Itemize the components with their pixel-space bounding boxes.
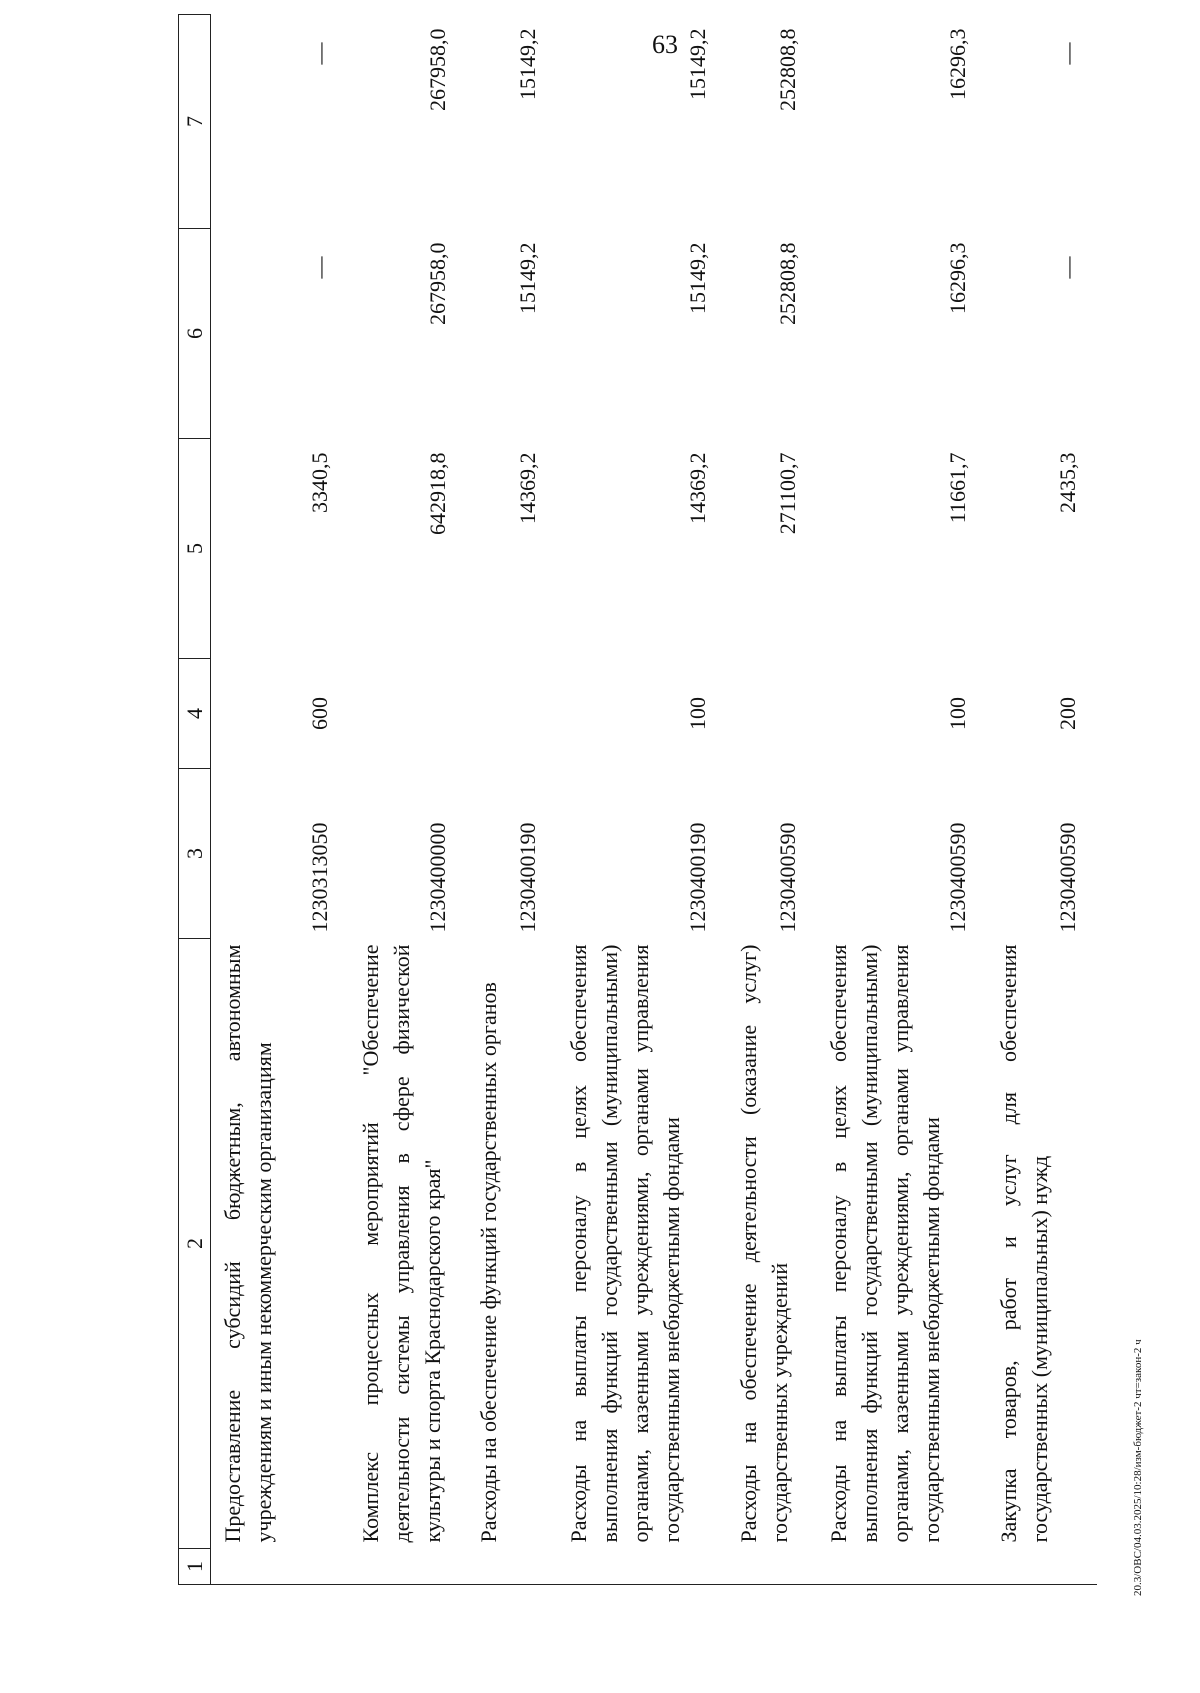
table-row	[817, 15, 987, 1585]
column-header-3: 3	[179, 769, 211, 939]
row-cell-code: 1230400590	[944, 822, 970, 933]
table-row	[987, 15, 1097, 1585]
table-row	[557, 15, 727, 1585]
table-row	[211, 15, 349, 1585]
row-cell-index	[349, 1549, 467, 1585]
header-row	[179, 15, 211, 1585]
row-cell-value-6: —	[1054, 256, 1080, 279]
table-row	[467, 15, 557, 1585]
row-cell-description	[349, 939, 467, 1549]
row-cell-index	[987, 1549, 1097, 1585]
row-cell-type	[727, 659, 817, 769]
description-text: Комплекс процессных мероприятий "Обеспечение деятельности системы управления в сфере физической культуры и спорта Краснодарского края"	[357, 944, 445, 1543]
row-cell-type	[349, 659, 467, 769]
row-cell-value-6: 16296,3	[944, 242, 970, 314]
row-cell-value-7: 15149,2	[684, 28, 710, 100]
row-cell-type	[467, 659, 557, 769]
column-header-4: 4	[179, 659, 211, 769]
table-row	[727, 15, 817, 1585]
row-cell-code: 1230400190	[684, 822, 710, 933]
row-cell-type: 100	[684, 697, 710, 730]
column-header-6: 6	[179, 229, 211, 439]
row-cell-description	[467, 939, 557, 1549]
description-text: Расходы на обеспечение функций государственных органов	[475, 982, 501, 1543]
description-text: Расходы на обеспечение деятельности (оказание услуг) государственных учреждений	[735, 944, 792, 1543]
description-text: Расходы на выплаты персоналу в целях обеспечения выполнения функций государственными (муниципальными) органами, казенными учреждениями, органами управления государственными внебюджетными фондами	[825, 944, 944, 1543]
row-cell-value-5: 14369,2	[684, 452, 710, 524]
row-cell-code: 1230400590	[1054, 822, 1080, 933]
row-cell-type: 600	[306, 697, 332, 730]
row-cell-value-7: 252808,8	[774, 28, 800, 111]
row-cell-value-6: 252808,8	[774, 242, 800, 325]
row-cell-code: 1230400190	[514, 822, 540, 933]
row-cell-index	[467, 1549, 557, 1585]
table-header	[179, 15, 211, 1585]
row-cell-index	[817, 1549, 987, 1585]
row-cell-value-6: 267958,0	[424, 242, 450, 325]
row-cell-type: 100	[944, 697, 970, 730]
description-text: Расходы на выплаты персоналу в целях обеспечения выполнения функций государственными (муниципальными) органами, казенными учреждениями, органами управления государственными внебюджетными фондами	[565, 944, 684, 1543]
description-text: Предоставление субсидий бюджетным, автономным учреждениям и иным некоммерческим организациям	[220, 944, 276, 1543]
column-header-7: 7	[179, 15, 211, 229]
row-cell-value-6: —	[306, 256, 332, 279]
budget-table-frame	[178, 15, 1108, 1585]
row-cell-index	[727, 1549, 817, 1585]
row-cell-value-6: 15149,2	[684, 242, 710, 314]
row-cell-value-5: 2435,3	[1054, 452, 1080, 513]
row-cell-description	[557, 939, 727, 1549]
row-cell-value-5: 14369,2	[514, 452, 540, 524]
column-header-5: 5	[179, 439, 211, 659]
row-cell-value-7: —	[1054, 42, 1080, 65]
row-cell-value-5: 11661,7	[944, 452, 970, 524]
row-cell-value-5: 3340,5	[306, 452, 332, 513]
row-cell-value-6: 15149,2	[514, 242, 540, 314]
row-cell-code: 1230313050	[306, 822, 332, 933]
row-cell-code: 1230400590	[774, 822, 800, 933]
row-cell-code: 1230400000	[424, 822, 450, 933]
row-cell-description	[211, 939, 349, 1549]
row-cell-index	[211, 1549, 349, 1585]
row-cell-description	[987, 939, 1097, 1549]
description-text: Закупка товаров, работ и услуг для обеспечения государственных (муниципальных) нужд	[995, 944, 1052, 1543]
row-cell-value-7: 15149,2	[514, 28, 540, 100]
page-number: 63	[652, 30, 678, 59]
budget-table	[178, 14, 1097, 1585]
column-header-1: 1	[179, 1549, 211, 1585]
table-body	[211, 15, 1097, 1585]
row-cell-value-7: —	[306, 42, 332, 65]
row-cell-type: 200	[1054, 697, 1080, 730]
row-cell-value-5: 642918,8	[424, 452, 450, 535]
row-cell-index	[557, 1549, 727, 1585]
table-row	[349, 15, 467, 1585]
document-footer-code: 20.3/ОВС/04.03.2025/10:28/изм-бюджет-2 чт=закон-2 ч	[1132, 1339, 1144, 1596]
row-cell-value-7: 16296,3	[944, 28, 970, 100]
row-cell-value-7: 267958,0	[424, 28, 450, 111]
row-cell-description	[817, 939, 987, 1549]
column-header-2: 2	[179, 939, 211, 1549]
row-cell-description	[727, 939, 817, 1549]
row-cell-value-5: 271100,7	[774, 452, 800, 535]
